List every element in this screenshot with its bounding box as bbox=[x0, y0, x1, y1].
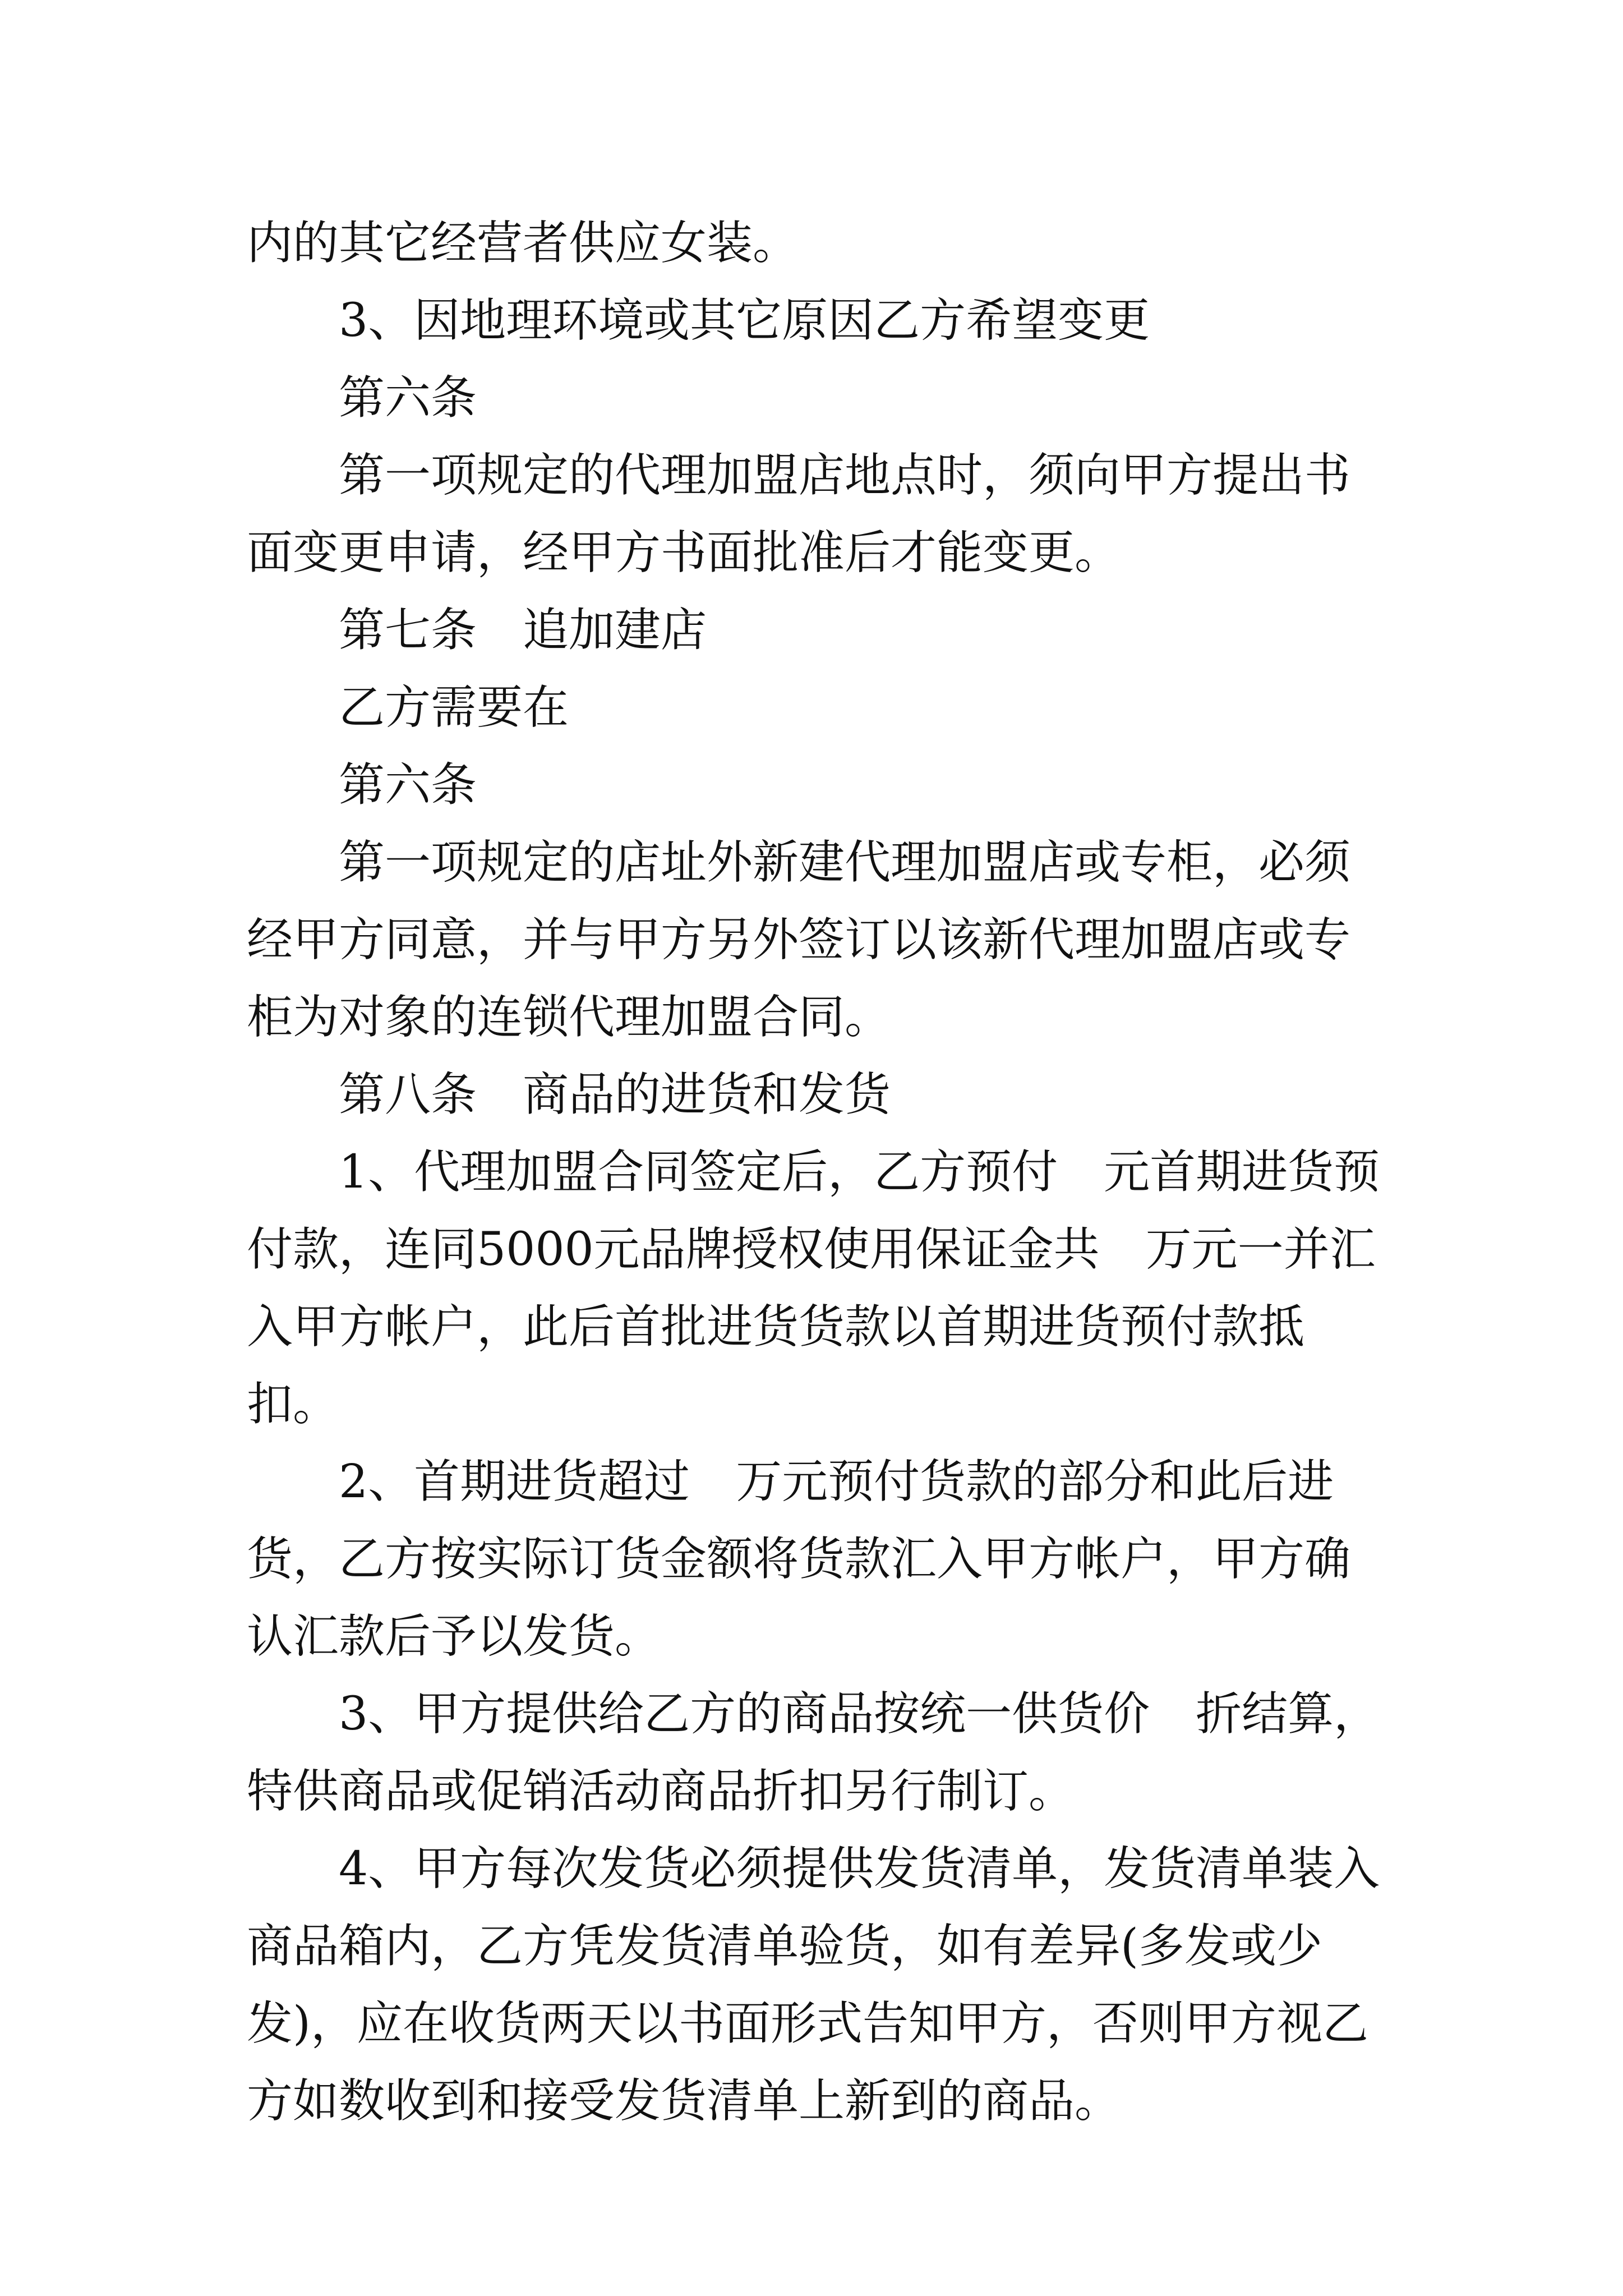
paragraph: 3、因地理环境或其它原因乙方希望变更 bbox=[339, 294, 1150, 347]
paragraph: 第一项规定的店址外新建代理加盟店或专柜，必须经甲方同意，并与甲方另外签订以该新代理加盟店或专柜为对象的连锁代理加盟合同。 bbox=[247, 836, 1351, 1044]
article-heading: 第六条 bbox=[339, 758, 477, 812]
paragraph: 3、甲方提供给乙方的商品按统一供货价 折结算，特供商品或促销活动商品折扣另行制订。 bbox=[247, 1687, 1380, 1818]
paragraph: 内的其它经营者供应女装。 bbox=[247, 217, 799, 270]
paragraph: 第一项规定的代理加盟店地点时，须向甲方提出书面变更申请，经甲方书面批准后才能变更。 bbox=[247, 449, 1351, 579]
article-heading: 第八条 商品的进货和发货 bbox=[339, 1068, 891, 1121]
article-heading: 第六条 bbox=[339, 371, 477, 425]
paragraph: 2、首期进货超过 万元预付货款的部分和此后进货，乙方按实际订货金额将货款汇入甲方帐户，甲方确认汇款后予以发货。 bbox=[247, 1455, 1351, 1663]
paragraph: 乙方需要在 bbox=[339, 681, 569, 734]
article-heading: 第七条 追加建店 bbox=[339, 604, 707, 657]
paragraph: 1、代理加盟合同签定后，乙方预付 元首期进货预付款，连同5000元品牌授权使用保证金共 万元一并汇入甲方帐户，此后首批进货货款以首期进货预付款抵扣。 bbox=[247, 1145, 1380, 1431]
paragraph: 4、甲方每次发货必须提供发货清单，发货清单装入商品箱内，乙方凭发货清单验货，如有差异(多发或少发)，应在收货两天以书面形式告知甲方，否则甲方视乙方如数收到和接受发货清单上新到的商品。 bbox=[247, 1842, 1380, 2128]
document-body bbox=[247, 205, 1391, 2140]
